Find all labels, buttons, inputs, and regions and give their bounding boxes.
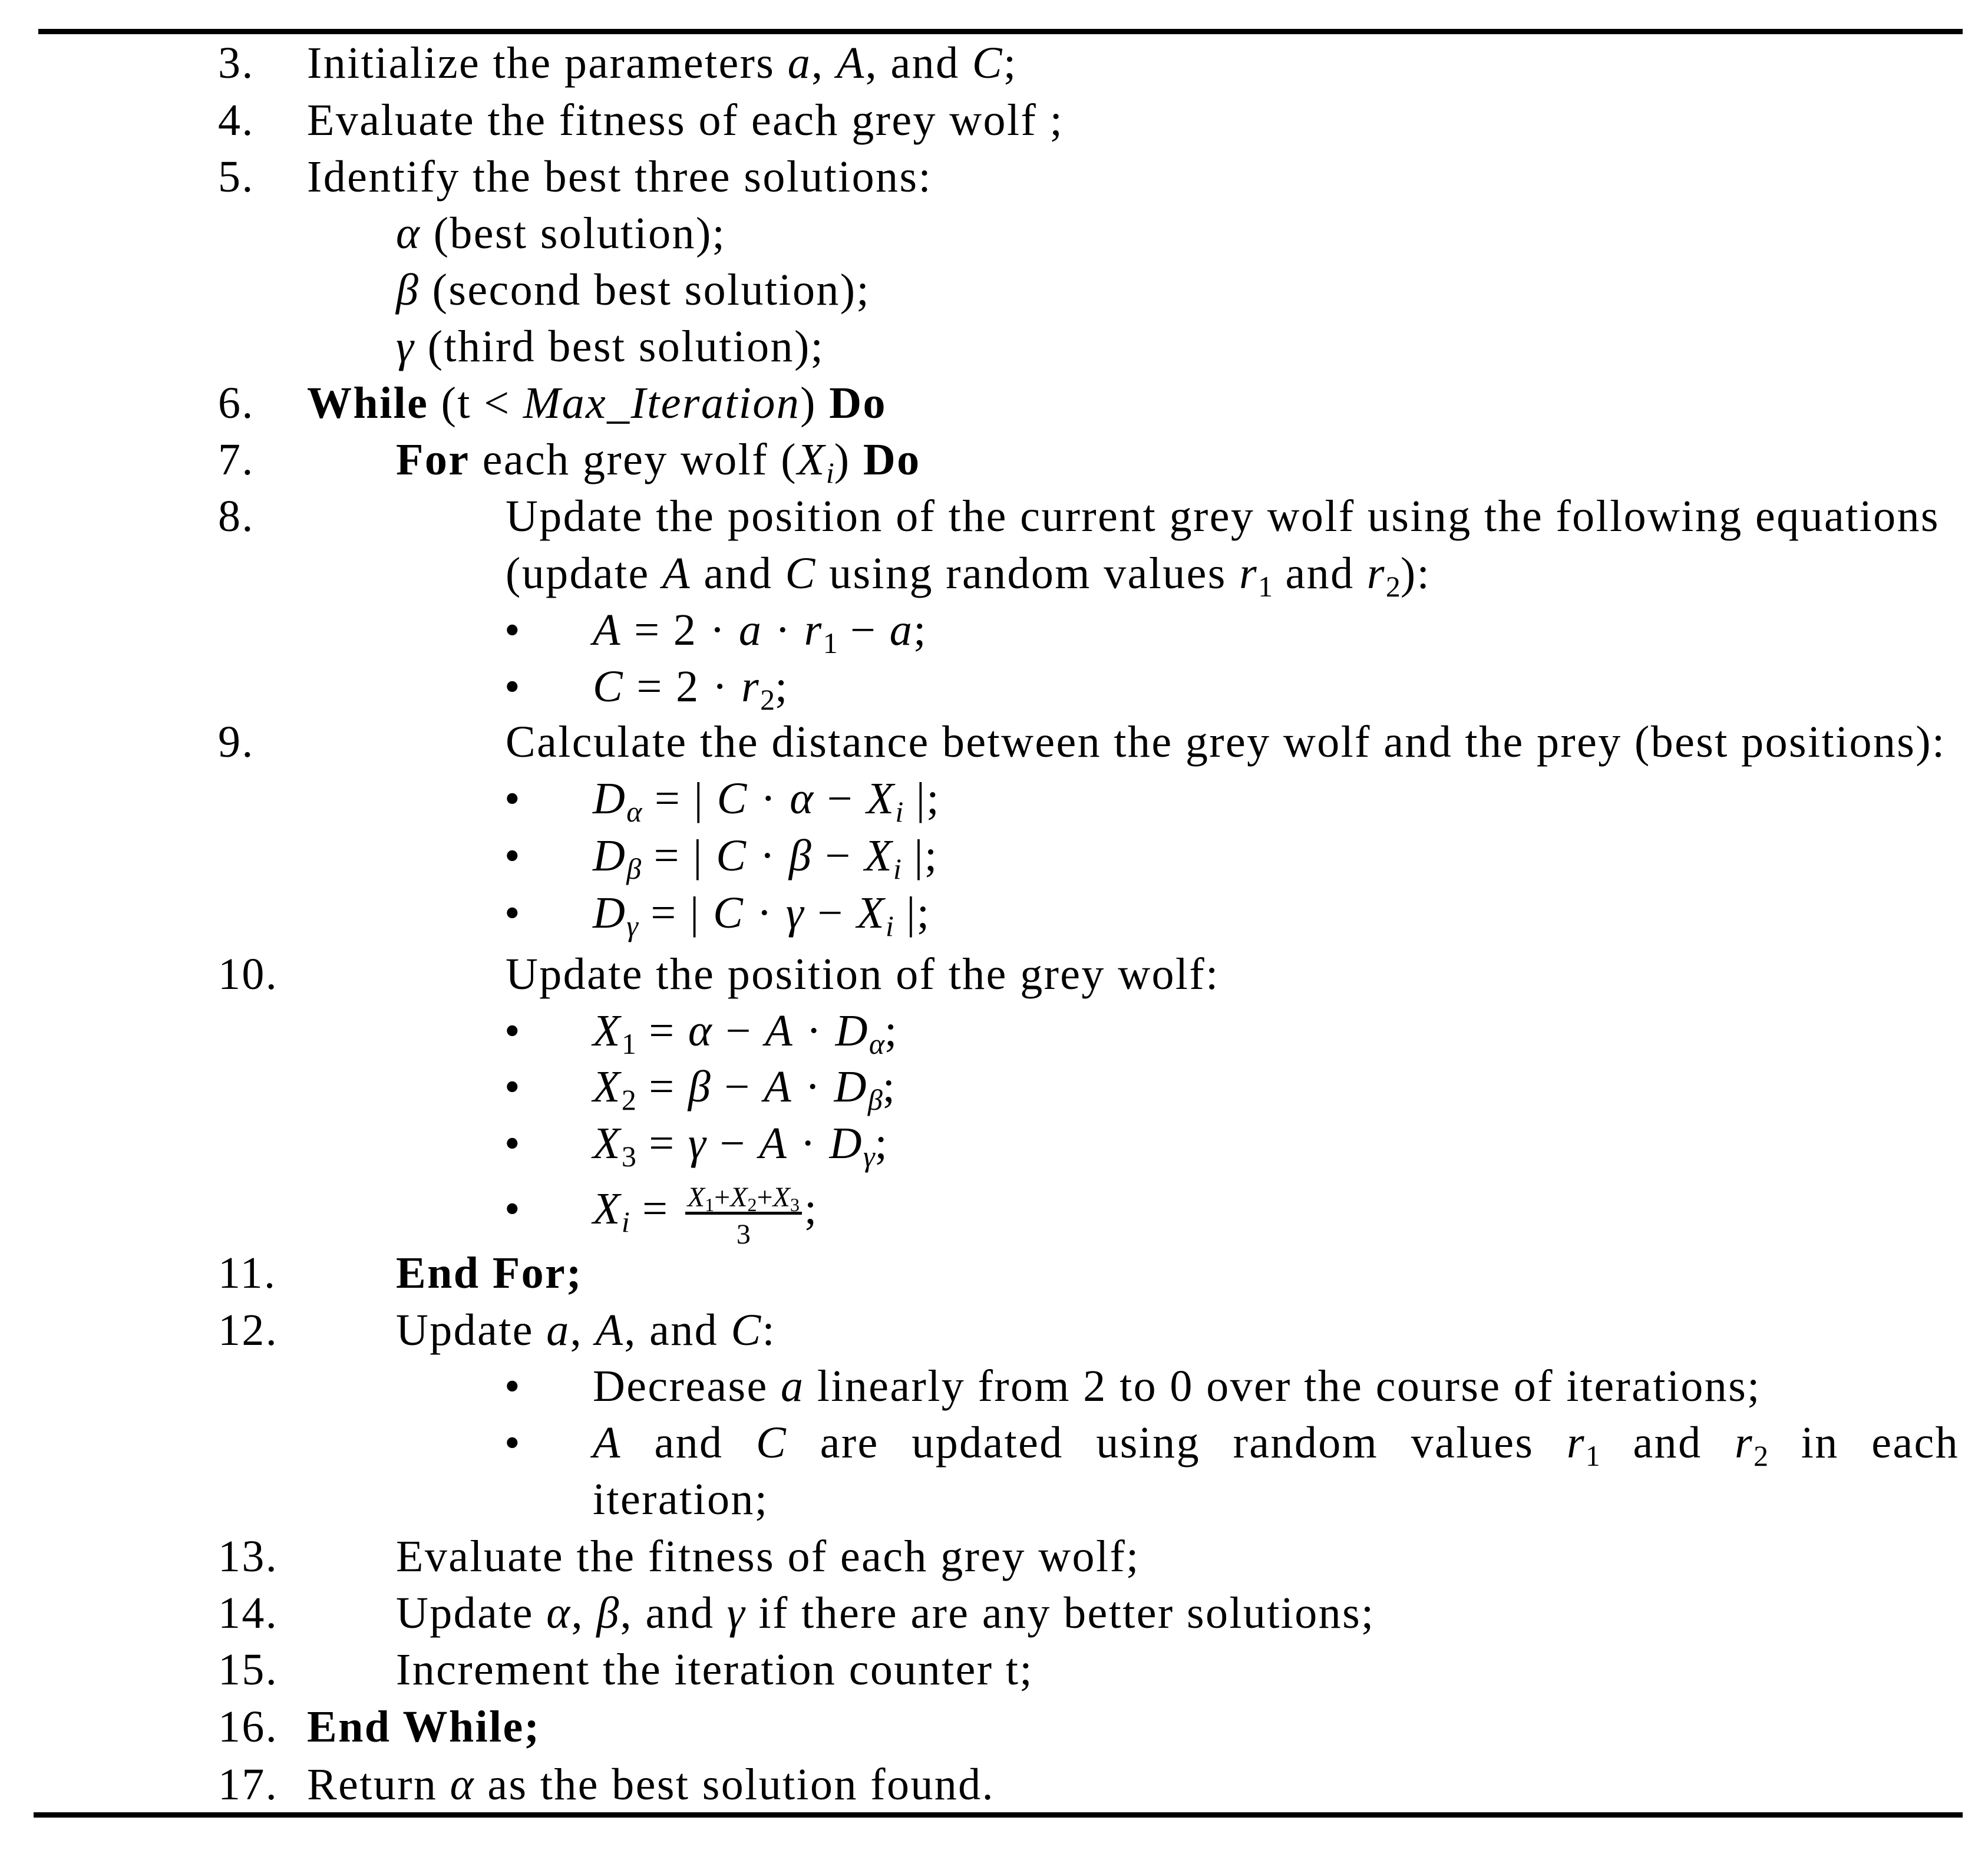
text-segment: if there are any better solutions; <box>746 1588 1375 1638</box>
text-segment: are updated using random values <box>787 1418 1567 1468</box>
math-variable: D <box>593 831 627 881</box>
step-text <box>307 92 1064 149</box>
text-segment: ; <box>804 1184 818 1234</box>
bullet-marker: • <box>504 774 522 823</box>
text-segment: Update the position of the grey wolf: <box>506 949 1220 999</box>
algorithm-line <box>0 827 1988 884</box>
subscript: 1 <box>1585 1439 1600 1472</box>
math-variable: α <box>396 209 421 258</box>
text-segment: ; <box>775 662 789 711</box>
algorithm-line <box>0 149 1988 205</box>
text-segment: Update <box>396 1305 547 1355</box>
algorithm-line <box>0 488 1988 545</box>
math-variable: C <box>716 774 748 823</box>
text-segment: · <box>748 774 790 823</box>
step-text <box>593 1358 1761 1414</box>
math-variable: α <box>546 1588 572 1638</box>
math-variable: A <box>836 38 866 88</box>
step-text <box>593 1115 889 1172</box>
text-segment: , and <box>624 1305 731 1355</box>
subscript: 2 <box>1753 1439 1769 1472</box>
algorithm-line <box>0 1756 1988 1813</box>
subscript: α <box>868 1027 885 1060</box>
subscript: i <box>893 852 901 885</box>
math-variable: r <box>1366 549 1386 598</box>
subscript: 1 <box>621 1027 636 1060</box>
keyword: End While; <box>307 1702 541 1752</box>
text-segment: Increment the iteration counter t; <box>396 1645 1033 1694</box>
text-segment: · <box>792 1062 834 1112</box>
math-variable: X <box>857 888 886 938</box>
text-segment: each grey wolf ( <box>470 435 798 484</box>
text-segment: 3 <box>736 1219 751 1250</box>
math-variable: D <box>593 774 627 823</box>
math-variable: C <box>756 1418 788 1468</box>
keyword: Do <box>863 435 921 484</box>
subscript: 2 <box>621 1083 636 1116</box>
text-segment: − <box>813 831 865 881</box>
bullet-marker: • <box>504 605 522 655</box>
algorithm-line <box>0 1585 1988 1641</box>
text-segment: and <box>1273 549 1367 598</box>
text-segment: linearly from 2 to 0 over the course of iterations; <box>804 1361 1761 1411</box>
math-variable: A <box>593 1418 622 1468</box>
algorithm-line <box>0 1699 1988 1755</box>
subscript: β <box>867 1083 883 1116</box>
algorithm-line <box>0 1115 1988 1172</box>
algorithm-line <box>0 658 1988 715</box>
text-segment: − <box>707 1119 759 1168</box>
step-text <box>396 318 824 375</box>
step-text <box>307 1756 995 1813</box>
step-text <box>593 770 940 827</box>
text-segment: · <box>762 605 804 655</box>
math-variable: α <box>450 1760 475 1809</box>
text-segment: = 2 · <box>621 605 739 655</box>
text-segment: − <box>713 1006 765 1056</box>
math-variable: γ <box>785 888 805 938</box>
bullet-marker: • <box>504 662 522 711</box>
math-variable: C <box>716 831 748 881</box>
math-variable: r <box>804 605 823 655</box>
bullet-marker: • <box>504 831 522 881</box>
text-segment: − <box>712 1062 764 1112</box>
text-segment: ; <box>882 1062 897 1112</box>
text-segment: (t < <box>428 378 523 428</box>
algorithm-line <box>0 1471 1988 1528</box>
math-variable: C <box>785 549 817 598</box>
text-segment: = <box>629 1184 682 1234</box>
math-variable: D <box>834 1062 868 1112</box>
math-variable: D <box>835 1006 869 1056</box>
subscript: 2 <box>760 683 775 716</box>
text-segment: = <box>636 1119 688 1168</box>
text-segment: as the best solution found. <box>474 1760 995 1809</box>
subscript: 2 <box>1385 570 1401 603</box>
text-segment: Identify the best three solutions: <box>307 152 932 202</box>
step-number: 13. <box>218 1532 279 1581</box>
step-text <box>593 1003 899 1059</box>
math-variable: Max_Iteration <box>523 378 801 428</box>
step-text <box>506 946 1220 1003</box>
math-variable: a <box>889 605 914 655</box>
text-segment: Return <box>307 1760 450 1809</box>
algorithm-line <box>0 602 1988 658</box>
text-segment: Decrease <box>593 1361 781 1411</box>
text-segment: − <box>805 888 857 938</box>
algorithm-line <box>0 885 1988 941</box>
step-text <box>506 545 1431 602</box>
text-segment: − <box>814 774 867 823</box>
bullet-marker: • <box>504 1062 522 1112</box>
text-segment: (best solution); <box>421 209 726 258</box>
text-segment: + <box>757 1182 773 1213</box>
math-variable: X <box>864 831 894 881</box>
bullet-marker: • <box>504 888 522 938</box>
step-text <box>593 885 930 941</box>
math-variable: a <box>781 1361 805 1411</box>
text-segment: in each <box>1768 1418 1960 1468</box>
keyword: While <box>307 378 429 428</box>
text-segment: and <box>691 549 785 598</box>
step-text <box>307 35 1017 91</box>
text-segment: Evaluate the fitness of each grey wolf ; <box>307 95 1064 145</box>
step-text <box>396 1245 583 1301</box>
text-segment: and <box>1600 1418 1735 1468</box>
text-segment: , <box>570 1305 596 1355</box>
step-number: 12. <box>218 1305 279 1355</box>
text-segment: Update <box>396 1588 547 1638</box>
fraction-numerator <box>685 1182 802 1215</box>
algorithm-line <box>0 714 1988 770</box>
subscript: 3 <box>790 1194 800 1215</box>
math-variable: α <box>688 1006 714 1056</box>
subscript: γ <box>863 1140 875 1173</box>
algorithm-line <box>0 92 1988 149</box>
algorithm-line <box>0 205 1988 262</box>
subscript: 1 <box>1258 570 1273 603</box>
subscript: i <box>885 909 894 942</box>
step-text <box>307 1699 540 1755</box>
math-variable: a <box>738 605 763 655</box>
math-variable: A <box>759 1119 788 1168</box>
step-text <box>396 1641 1033 1698</box>
step-number: 5. <box>218 152 255 202</box>
step-text <box>396 262 870 318</box>
math-variable: X <box>866 774 896 823</box>
math-variable: γ <box>726 1588 747 1638</box>
text-segment: (update <box>506 549 663 598</box>
bullet-marker: • <box>504 1184 522 1234</box>
step-number: 6. <box>218 378 255 428</box>
text-segment: = <box>636 1006 688 1056</box>
text-segment: using random values <box>816 549 1240 598</box>
math-variable: A <box>764 1062 793 1112</box>
algorithm-line <box>0 431 1988 488</box>
text-segment: (third best solution); <box>415 322 825 371</box>
step-number: 9. <box>218 717 255 767</box>
bullet-marker: • <box>504 1361 522 1411</box>
math-variable: D <box>593 888 627 938</box>
text-segment: = | <box>641 831 716 881</box>
math-variable: β <box>596 1588 620 1638</box>
text-segment: = | <box>638 888 714 938</box>
step-text <box>593 1180 818 1250</box>
step-text <box>506 488 1940 545</box>
text-segment: Evaluate the fitness of each grey wolf; <box>396 1532 1140 1581</box>
step-text <box>307 149 932 205</box>
math-variable: X <box>593 1119 622 1168</box>
text-segment: Initialize the parameters <box>307 38 788 88</box>
step-text <box>396 431 921 488</box>
text-segment: · <box>744 888 786 938</box>
text-segment: ) <box>834 435 863 484</box>
text-segment: ; <box>1003 38 1018 88</box>
keyword: For <box>396 435 470 484</box>
step-text <box>593 1471 768 1528</box>
math-variable: r <box>1735 1418 1754 1468</box>
text-segment: and <box>621 1418 756 1468</box>
algorithm-line <box>0 1414 1988 1471</box>
subscript: i <box>895 795 904 828</box>
keyword: Do <box>829 378 887 428</box>
math-variable: X <box>772 1182 790 1213</box>
math-variable: β <box>788 831 813 881</box>
algorithm-line <box>0 1245 1988 1301</box>
text-segment: · <box>747 831 789 881</box>
text-segment: |; <box>903 774 940 823</box>
top-rule <box>38 29 1963 34</box>
step-text <box>593 602 927 658</box>
math-variable: X <box>593 1062 622 1112</box>
fraction-denominator <box>685 1219 802 1250</box>
step-number: 10. <box>218 949 279 999</box>
text-segment: ) <box>800 378 830 428</box>
math-variable: α <box>790 774 815 823</box>
subscript: 1 <box>705 1194 715 1215</box>
math-variable: D <box>829 1119 863 1168</box>
text-segment: + <box>714 1182 731 1213</box>
text-segment: : <box>762 1305 777 1355</box>
math-variable: β <box>688 1062 712 1112</box>
step-number: 8. <box>218 492 255 541</box>
math-variable: X <box>593 1184 622 1234</box>
step-text <box>593 1058 896 1115</box>
text-segment: (second best solution); <box>420 265 870 315</box>
text-segment: = | <box>642 774 717 823</box>
math-variable: β <box>396 265 420 315</box>
math-variable: A <box>662 549 691 598</box>
math-variable: A <box>593 605 622 655</box>
text-segment: = 2 · <box>624 662 742 711</box>
math-variable: r <box>1239 549 1259 598</box>
text-segment: , <box>571 1588 597 1638</box>
algorithm-line <box>0 545 1988 602</box>
step-text <box>307 375 887 431</box>
math-variable: a <box>546 1305 570 1355</box>
step-number: 15. <box>218 1645 279 1694</box>
math-variable: X <box>593 1006 622 1056</box>
step-text <box>506 714 1946 770</box>
algorithm-line <box>0 1003 1988 1059</box>
text-segment: |; <box>893 888 931 938</box>
subscript: β <box>626 852 642 885</box>
algorithm-line <box>0 770 1988 827</box>
step-number: 4. <box>218 95 255 145</box>
math-variable: C <box>713 888 745 938</box>
text-segment: , and <box>865 38 972 88</box>
algorithm-line <box>0 35 1988 91</box>
step-text <box>593 658 789 715</box>
algorithm-line <box>0 1358 1988 1414</box>
step-number: 7. <box>218 435 255 484</box>
step-number: 11. <box>218 1248 277 1298</box>
step-number: 17. <box>218 1760 279 1809</box>
bullet-marker: • <box>504 1418 522 1468</box>
subscript: i <box>825 456 834 489</box>
algorithm-line <box>0 1641 1988 1698</box>
text-segment: · <box>788 1119 830 1168</box>
step-text <box>396 205 726 262</box>
subscript: α <box>626 795 642 828</box>
subscript: γ <box>626 909 638 942</box>
text-segment: |; <box>901 831 939 881</box>
algorithm-line <box>0 1302 1988 1358</box>
text-segment: Update the position of the current grey wolf using the following equations <box>506 492 1940 541</box>
math-variable: A <box>595 1305 625 1355</box>
text-segment: ): <box>1400 549 1431 598</box>
math-variable: r <box>1566 1418 1586 1468</box>
step-text <box>396 1528 1140 1585</box>
math-variable: C <box>972 38 1003 88</box>
step-number: 3. <box>218 38 255 88</box>
math-variable: A <box>765 1006 794 1056</box>
fraction <box>685 1182 802 1250</box>
text-segment: ; <box>913 605 927 655</box>
step-text <box>396 1585 1375 1641</box>
algorithm-line <box>0 1180 1988 1250</box>
text-segment: ; <box>884 1006 899 1056</box>
text-segment: Calculate the distance between the grey wolf and the prey (best positions): <box>506 717 1946 767</box>
text-segment: , and <box>620 1588 727 1638</box>
math-variable: γ <box>396 322 415 371</box>
math-variable: X <box>687 1182 705 1213</box>
subscript: 3 <box>621 1140 636 1173</box>
math-variable: γ <box>688 1119 708 1168</box>
subscript: 1 <box>823 626 838 659</box>
subscript: i <box>621 1205 630 1238</box>
algorithm-line <box>0 318 1988 375</box>
bottom-rule <box>34 1812 1963 1818</box>
text-segment: · <box>794 1006 836 1056</box>
step-text <box>593 1414 1959 1471</box>
keyword: End For; <box>396 1248 583 1298</box>
step-number: 14. <box>218 1588 279 1638</box>
algorithm-line <box>0 1058 1988 1115</box>
math-variable: C <box>593 662 625 711</box>
subscript: 2 <box>747 1194 757 1215</box>
math-variable: X <box>797 435 826 484</box>
algorithm-line <box>0 262 1988 318</box>
text-segment: − <box>837 605 890 655</box>
algorithm-line <box>0 375 1988 431</box>
bullet-marker: • <box>504 1119 522 1168</box>
text-segment: = <box>636 1062 688 1112</box>
math-variable: r <box>741 662 761 711</box>
text-segment: , <box>811 38 837 88</box>
step-number: 16. <box>218 1702 279 1752</box>
math-variable: C <box>731 1305 762 1355</box>
math-variable: X <box>730 1182 748 1213</box>
algorithm-line <box>0 946 1988 1003</box>
math-variable: a <box>787 38 812 88</box>
text-segment: ; <box>874 1119 889 1168</box>
step-text <box>396 1302 776 1358</box>
algorithm-line <box>0 1528 1988 1585</box>
text-segment: iteration; <box>593 1475 769 1524</box>
step-text <box>593 827 938 884</box>
bullet-marker: • <box>504 1006 522 1056</box>
